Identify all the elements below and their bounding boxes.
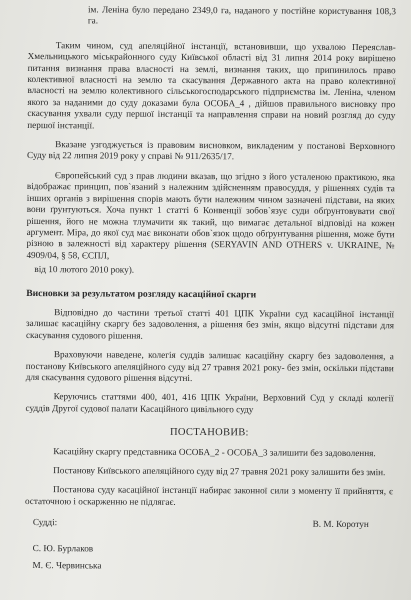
paragraph-conclusion: Враховуючи наведене, колегія суддів залишає касаційну скаргу без задоволення, а постанову Київського апеляційного суду від 27 травня 2021 року- без змін, оскільки підстави для скасування судового рішення відсутні. <box>25 349 394 383</box>
paragraph-article-401: Відповідно до частини третьої статті 401 ЦПК України суд касаційної інстанції залишає касаційну скаргу без задоволення, а рішення без змін, якщо відсутні підстави для скасування судового рішення. <box>25 307 395 341</box>
paragraph-echr-date: від 10 лютого 2010 року). <box>34 264 135 275</box>
paragraph-supreme-court-reference: Вказане узгоджується із правовим висновком, викладеним у постанові Верховного Суду від 22 липня 2019 року у справі № 911/2635/17. <box>27 139 396 162</box>
presiding-judge: В. М. Коротун <box>312 518 369 530</box>
judge-name: С. Ю. Бурлаков <box>32 542 94 554</box>
paragraph-land-transfer: ім. Леніна було передано 2349,0 га, наданого у постійне користування 108,3 га. <box>87 4 396 26</box>
paragraph-guided-by: Керуючись статтями 400, 401, 416 ЦПК України, Верховний Суд у складі колегії суддів Другої судової палати Касаційного цивільного суду <box>25 391 394 415</box>
section-heading: Висновки за результатом розгляду касаційної скарги <box>26 287 257 300</box>
paragraph-finality: Постанова суду касаційної інстанції набирає законної сили з моменту її прийняття, є остаточною і оскарженню не підлягає. <box>24 484 394 507</box>
document-body <box>25 4 396 574</box>
judge-name: М. Є. Червинська <box>32 560 102 571</box>
paragraph-dismiss-complaint: Касаційну скаргу представника ОСОБА_2 - ОСОБА_3 залишити без задоволення. <box>53 445 376 458</box>
judges-label: Судді: <box>32 517 58 528</box>
paragraph-uphold-ruling: Постанову Київського апеляційного суду від 27 травня 2021 року залишити без змін. <box>53 465 386 478</box>
decision-title: ПОСТАНОВИВ: <box>169 427 249 439</box>
paragraph-echr-practice: Європейський суд з прав людини вказав, що згідно з його усталеною практикою, яка відображає принцип, пов`язаний з належним здійсненням правосуддя, у рішеннях судів та інших органів з вирішення спорів мають бути належним чином зазначені підстави, на яких вони ґрунтуються. Хоча пункт 1 статті 6 Конвенції зобов`язує суди обґрунтовувати свої рішення, його не можна тлумачити як такий, що вимагає детальної відповіді на кожен аргумент. Міра, до якої суд має виконати обов`язок щодо обґрунтування рішення, може бути різною в залежності від характеру рішення (SERYAVIN AND OTHERS v. UKRAINE, № 4909/04, § 58, ЄСПЛ, <box>26 170 395 261</box>
paragraph-appeal-conclusion: Таким чином, суд апеляційної інстанції, встановивши, що ухвалою Переяслав-Хмельницького міськрайонного суду Київської області від 31 липня 2014 року вирішено питання визнання права власності на землі, визнання таких, що припинилось право колективної власності на землю та скасування Державного акта на право колективної власності на землю колективного сільськогосподарського підприємства ім. Леніна, членом якого за наданими до суду доказами була ОСОБА_4 , дійшов правильного висновку про скасування ухвали суду першої інстанції та направлення справи на новий розгляд до суду першої інстанції. <box>27 39 396 131</box>
signature-row <box>25 517 393 531</box>
